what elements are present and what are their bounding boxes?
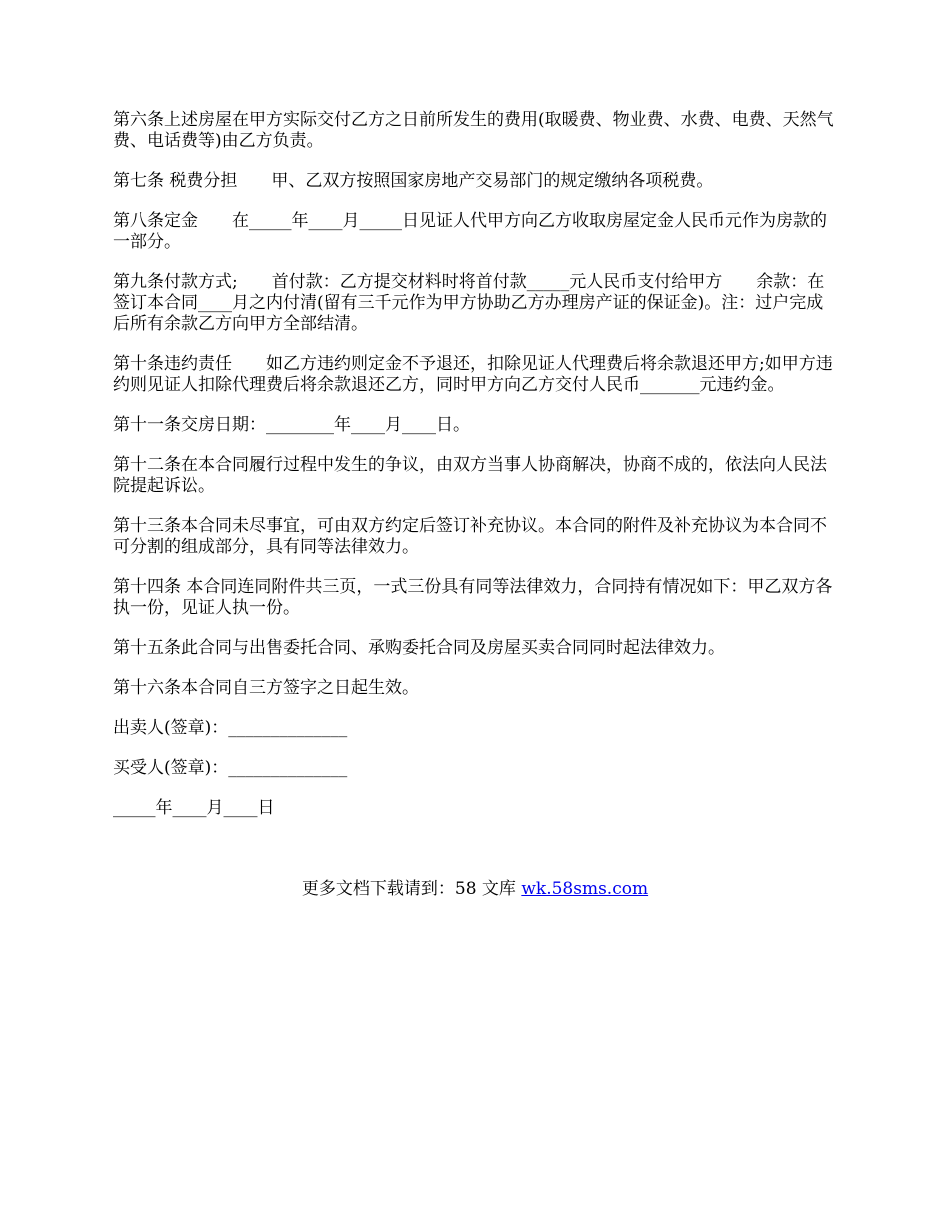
clause-6: 第六条上述房屋在甲方实际交付乙方之日前所发生的费用(取暖费、物业费、水费、电费、天然气费、电话费等)由乙方负责。: [113, 110, 834, 151]
clause-15: 第十五条此合同与出售委托合同、承购委托合同及房屋买卖合同同时起法律效力。: [113, 638, 725, 658]
clause-7: 第七条 税费分担 甲、乙双方按照国家房地产交易部门的规定缴纳各项税费。: [113, 171, 714, 191]
clause-12: 第十二条在本合同履行过程中发生的争议，由双方当事人协商解决，协商不成的，依法向人民法院提起诉讼。: [113, 455, 827, 496]
clause-9: 第九条付款方式; 首付款：乙方提交材料时将首付款_____元人民币支付给甲方 余款：在签订本合同____月之内付清(留有三千元作为甲方协助乙方办理房产证的保证金)。注：过户完成后所有余款乙方向甲方全部结清。: [113, 272, 825, 334]
download-footer: [0, 879, 950, 900]
clause-14: 第十四条 本合同连同附件共三页，一式三份具有同等法律效力，合同持有情况如下：甲乙双方各执一份，见证人执一份。: [113, 577, 833, 618]
date-line: _____年____月____日: [113, 798, 275, 818]
clause-16: 第十六条本合同自三方签字之日起生效。: [113, 678, 419, 698]
clause-13: 第十三条本合同未尽事宜，可由双方约定后签订补充协议。本合同的附件及补充协议为本合同不可分割的组成部分，具有同等法律效力。: [113, 516, 827, 557]
clause-8: 第八条定金 在_____年____月_____日见证人代甲方向乙方收取房屋定金人民币元作为房款的一部分。: [113, 211, 827, 252]
buyer-signature-line: 买受人(签章)：______________: [113, 758, 348, 778]
clause-10: 第十条违约责任 如乙方违约则定金不予退还，扣除见证人代理费后将余款退还甲方;如甲方违约则见证人扣除代理费后将余款退还乙方，同时甲方向乙方交付人民币_______元违约金。: [113, 354, 833, 395]
clause-11: 第十一条交房日期：________年____月____日。: [113, 415, 470, 435]
footer-text: 更多文档下载请到：58 文库: [301, 879, 522, 899]
seller-signature-line: 出卖人(签章)：______________: [113, 718, 348, 738]
document-body: [113, 110, 840, 838]
footer-link[interactable]: wk.58sms.com: [521, 879, 649, 899]
